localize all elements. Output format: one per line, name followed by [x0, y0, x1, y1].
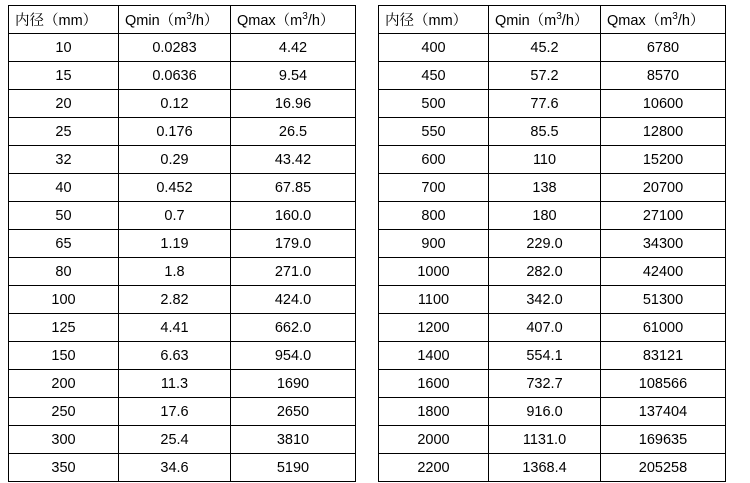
cell-inner-diameter: 125 [9, 314, 119, 342]
cell-qmax: 179.0 [231, 230, 356, 258]
cell-qmin: 17.6 [119, 398, 231, 426]
cell-inner-diameter: 250 [9, 398, 119, 426]
cell-inner-diameter: 1600 [379, 370, 489, 398]
cell-inner-diameter: 1000 [379, 258, 489, 286]
cell-qmax: 954.0 [231, 342, 356, 370]
cell-qmin: 4.41 [119, 314, 231, 342]
cell-inner-diameter: 1100 [379, 286, 489, 314]
cell-qmax: 9.54 [231, 62, 356, 90]
table-header-row [9, 6, 356, 34]
cell-qmin: 85.5 [489, 118, 601, 146]
cell-inner-diameter: 25 [9, 118, 119, 146]
cell-qmax: 12800 [601, 118, 726, 146]
table-row [9, 146, 356, 174]
table-row [379, 398, 726, 426]
cell-inner-diameter: 1200 [379, 314, 489, 342]
table-row [379, 174, 726, 202]
cell-qmin: 6.63 [119, 342, 231, 370]
cell-inner-diameter: 700 [379, 174, 489, 202]
table-row [9, 90, 356, 118]
header-cell-inner-diameter: 内径（mm） [379, 6, 489, 34]
cell-inner-diameter: 1800 [379, 398, 489, 426]
cell-qmax: 15200 [601, 146, 726, 174]
table-row [9, 174, 356, 202]
cell-qmax: 10600 [601, 90, 726, 118]
cell-qmin: 34.6 [119, 454, 231, 482]
cell-inner-diameter: 15 [9, 62, 119, 90]
cell-qmax: 271.0 [231, 258, 356, 286]
cell-inner-diameter: 10 [9, 34, 119, 62]
cell-qmax: 34300 [601, 230, 726, 258]
table-row [379, 230, 726, 258]
cell-inner-diameter: 400 [379, 34, 489, 62]
table-row [9, 230, 356, 258]
cell-inner-diameter: 300 [9, 426, 119, 454]
cell-qmin: 229.0 [489, 230, 601, 258]
cell-inner-diameter: 80 [9, 258, 119, 286]
cell-inner-diameter: 500 [379, 90, 489, 118]
cell-qmax: 42400 [601, 258, 726, 286]
table-row [9, 342, 356, 370]
cell-qmin: 0.176 [119, 118, 231, 146]
cell-qmax: 26.5 [231, 118, 356, 146]
cell-qmax: 3810 [231, 426, 356, 454]
table-row [9, 314, 356, 342]
cell-qmin: 180 [489, 202, 601, 230]
table-row [379, 202, 726, 230]
cell-qmin: 0.7 [119, 202, 231, 230]
cell-inner-diameter: 450 [379, 62, 489, 90]
cell-inner-diameter: 200 [9, 370, 119, 398]
cell-qmin: 0.29 [119, 146, 231, 174]
table-row [9, 118, 356, 146]
table-row [379, 342, 726, 370]
cell-qmin: 732.7 [489, 370, 601, 398]
cell-qmax: 27100 [601, 202, 726, 230]
cell-inner-diameter: 32 [9, 146, 119, 174]
cell-qmin: 282.0 [489, 258, 601, 286]
table-row [379, 258, 726, 286]
cell-qmin: 110 [489, 146, 601, 174]
cell-inner-diameter: 350 [9, 454, 119, 482]
table-row [9, 258, 356, 286]
cell-inner-diameter: 65 [9, 230, 119, 258]
table-row [9, 62, 356, 90]
header-cell-qmin: $Qmin(m^3/h)$ [119, 6, 231, 34]
cell-qmin: 1368.4 [489, 454, 601, 482]
table-row [9, 426, 356, 454]
cell-qmax: 20700 [601, 174, 726, 202]
header-cell-qmax: $Qmax(m^3/h)$ [231, 6, 356, 34]
header-cell-qmin: $Qmin(m^3/h)$ [489, 6, 601, 34]
cell-inner-diameter: 20 [9, 90, 119, 118]
table-row [9, 286, 356, 314]
cell-inner-diameter: 50 [9, 202, 119, 230]
cell-qmax: 61000 [601, 314, 726, 342]
cell-qmin: 2.82 [119, 286, 231, 314]
cell-qmax: 137404 [601, 398, 726, 426]
cell-qmin: 0.452 [119, 174, 231, 202]
cell-qmax: 160.0 [231, 202, 356, 230]
table-row [379, 62, 726, 90]
cell-qmin: 342.0 [489, 286, 601, 314]
cell-inner-diameter: 1400 [379, 342, 489, 370]
cell-qmax: 205258 [601, 454, 726, 482]
table-row [379, 286, 726, 314]
cell-inner-diameter: 2200 [379, 454, 489, 482]
cell-qmax: 169635 [601, 426, 726, 454]
table-row [9, 398, 356, 426]
cell-qmin: 1.19 [119, 230, 231, 258]
cell-qmax: 6780 [601, 34, 726, 62]
cell-qmin: 0.0636 [119, 62, 231, 90]
table-row [379, 34, 726, 62]
table-row [379, 90, 726, 118]
header-cell-qmax: $Qmax(m^3/h)$ [601, 6, 726, 34]
table-row [379, 118, 726, 146]
cell-inner-diameter: 800 [379, 202, 489, 230]
cell-qmin: 25.4 [119, 426, 231, 454]
table-header-row [379, 6, 726, 34]
cell-qmin: 407.0 [489, 314, 601, 342]
table-row [379, 146, 726, 174]
cell-qmax: 108566 [601, 370, 726, 398]
cell-qmax: 83121 [601, 342, 726, 370]
cell-qmax: 16.96 [231, 90, 356, 118]
cell-qmax: 43.42 [231, 146, 356, 174]
cell-qmax: 5190 [231, 454, 356, 482]
cell-qmin: 1.8 [119, 258, 231, 286]
flow-range-table-right [378, 5, 726, 482]
table-row [379, 454, 726, 482]
cell-inner-diameter: 150 [9, 342, 119, 370]
cell-qmin: 77.6 [489, 90, 601, 118]
cell-qmax: 4.42 [231, 34, 356, 62]
table-body-right [379, 34, 726, 482]
cell-qmin: 554.1 [489, 342, 601, 370]
table-row [379, 314, 726, 342]
cell-qmin: 138 [489, 174, 601, 202]
table-row [9, 202, 356, 230]
cell-inner-diameter: 40 [9, 174, 119, 202]
cell-qmin: 0.0283 [119, 34, 231, 62]
cell-inner-diameter: 2000 [379, 426, 489, 454]
table-row [9, 34, 356, 62]
cell-qmin: 916.0 [489, 398, 601, 426]
header-cell-inner-diameter: 内径（mm） [9, 6, 119, 34]
cell-qmax: 424.0 [231, 286, 356, 314]
cell-qmax: 8570 [601, 62, 726, 90]
cell-qmax: 67.85 [231, 174, 356, 202]
cell-inner-diameter: 100 [9, 286, 119, 314]
table-header-right [379, 6, 726, 34]
table-row [379, 426, 726, 454]
table-row [379, 370, 726, 398]
cell-inner-diameter: 550 [379, 118, 489, 146]
cell-qmin: 0.12 [119, 90, 231, 118]
cell-qmax: 1690 [231, 370, 356, 398]
cell-qmin: 1131.0 [489, 426, 601, 454]
cell-qmax: 662.0 [231, 314, 356, 342]
cell-qmin: 45.2 [489, 34, 601, 62]
flow-range-table-left [8, 5, 356, 482]
cell-qmin: 11.3 [119, 370, 231, 398]
cell-inner-diameter: 900 [379, 230, 489, 258]
cell-qmin: 57.2 [489, 62, 601, 90]
table-header-left [9, 6, 356, 34]
cell-qmax: 2650 [231, 398, 356, 426]
table-body-left [9, 34, 356, 482]
table-row [9, 370, 356, 398]
table-row [9, 454, 356, 482]
cell-qmax: 51300 [601, 286, 726, 314]
cell-inner-diameter: 600 [379, 146, 489, 174]
